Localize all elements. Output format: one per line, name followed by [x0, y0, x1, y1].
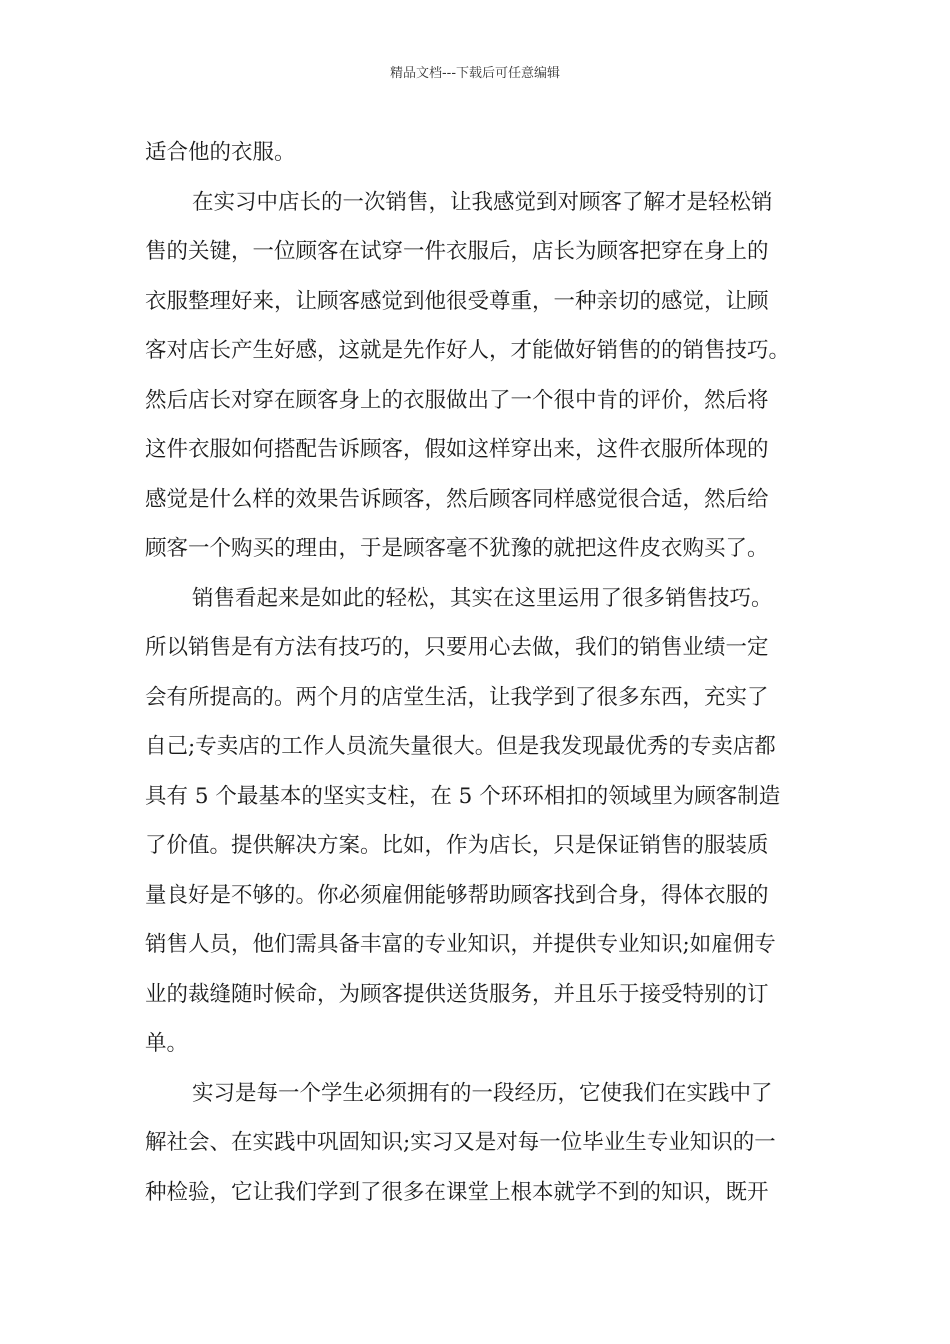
text-line: 衣服整理好来，让顾客感觉到他很受尊重，一种亲切的感觉，让顾 — [145, 288, 769, 314]
text-line: 自己;专卖店的工作人员流失量很大。但是我发现最优秀的专卖店都 — [145, 734, 776, 759]
text-line: 单。 — [145, 1031, 189, 1056]
text-line: 这件衣服如何搭配告诉顾客，假如这样穿出来，这件衣服所体现的 — [145, 437, 769, 462]
text-line: 售的关键，一位顾客在试穿一件衣服后，店长为顾客把穿在身上的 — [145, 239, 769, 264]
text-line: 具有 5 个最基本的坚实支柱，在 5 个环环相扣的领域里为顾客制造 — [145, 783, 781, 809]
text-line: 销售人员，他们需具备丰富的专业知识，并提供专业知识;如雇佣专 — [145, 932, 776, 957]
text-line: 实习是每一个学生必须拥有的一段经历，它使我们在实践中了 — [192, 1080, 773, 1106]
body-text — [145, 128, 810, 1217]
text-line: 顾客一个购买的理由，于是顾客毫不犹豫的就把这件皮衣购买了。 — [145, 536, 769, 561]
text-line: 感觉是什么样的效果告诉顾客，然后顾客同样感觉很合适，然后给 — [145, 486, 769, 512]
text-line: 销售看起来是如此的轻松，其实在这里运用了很多销售技巧。 — [192, 585, 773, 611]
text-line: 然后店长对穿在顾客身上的衣服做出了一个很中肯的评价，然后将 — [145, 387, 769, 413]
text-line: 适合他的衣服。 — [145, 140, 296, 165]
text-line: 业的裁缝随时候命，为顾客提供送货服务，并且乐于接受特别的订 — [145, 981, 769, 1007]
page-header: 精品文档---下载后可任意编辑 — [389, 66, 561, 81]
text-line: 量良好是不够的。你必须雇佣能够帮助顾客找到合身，得体衣服的 — [145, 882, 769, 908]
text-line: 在实习中店长的一次销售，让我感觉到对顾客了解才是轻松销 — [192, 189, 773, 215]
text-line: 所以销售是有方法有技巧的，只要用心去做，我们的销售业绩一定 — [145, 635, 769, 660]
text-line: 客对店长产生好感，这就是先作好人，才能做好销售的的销售技巧。 — [145, 338, 791, 363]
text-line: 会有所提高的。两个月的店堂生活，让我学到了很多东西，充实了 — [145, 684, 769, 710]
text-line: 解社会、在实践中巩固知识;实习又是对每一位毕业生专业知识的一 — [145, 1130, 776, 1155]
text-line: 种检验，它让我们学到了很多在课堂上根本就学不到的知识，既开 — [145, 1179, 769, 1205]
text-line: 了价值。提供解决方案。比如，作为店长，只是保证销售的服装质 — [145, 833, 769, 858]
